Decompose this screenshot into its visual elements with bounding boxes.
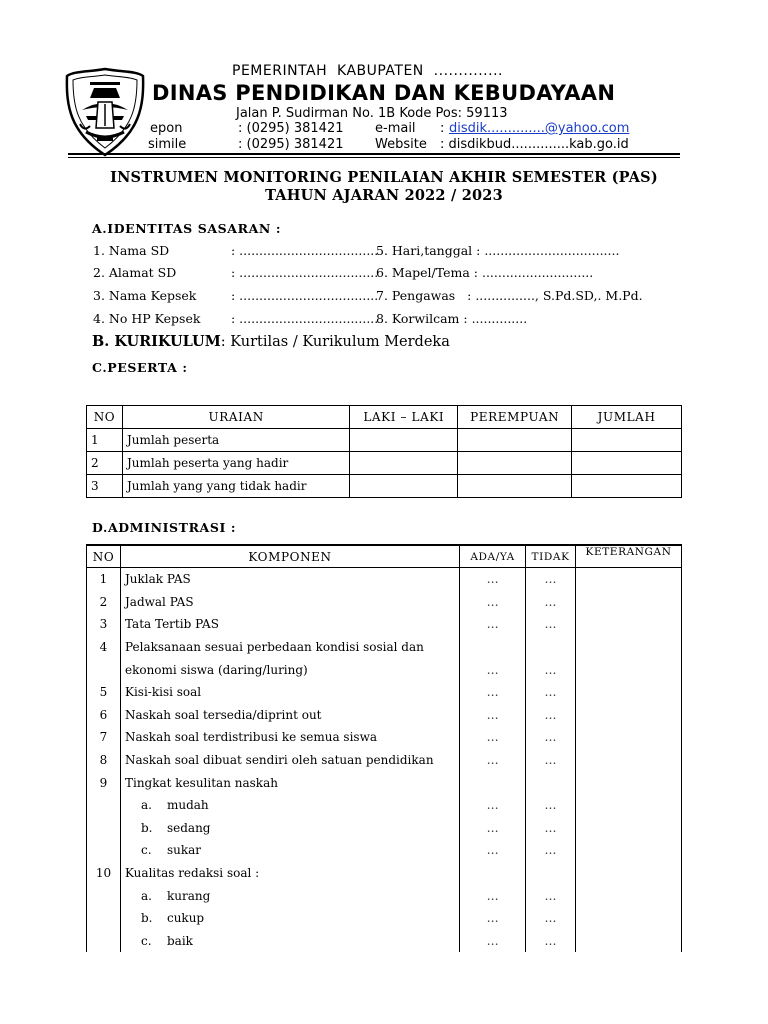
tidak-cell[interactable]: … bbox=[526, 930, 576, 953]
ada-ya-cell[interactable]: … bbox=[460, 817, 526, 840]
component-label: kurang bbox=[166, 888, 211, 903]
keterangan-cell[interactable] bbox=[576, 862, 682, 885]
row-number bbox=[87, 907, 121, 930]
ada-ya-cell[interactable]: … bbox=[460, 591, 526, 614]
column-header: NO bbox=[87, 545, 121, 568]
component-cell bbox=[120, 884, 459, 907]
ada-ya-cell[interactable]: … bbox=[460, 884, 526, 907]
table-row bbox=[87, 817, 682, 840]
keterangan-cell[interactable] bbox=[576, 704, 682, 727]
column-header: KOMPONEN bbox=[120, 545, 459, 568]
identitas-blank: : ................................... bbox=[231, 243, 379, 258]
sub-item-marker: a. bbox=[140, 798, 152, 813]
table-header-row bbox=[87, 406, 682, 429]
perempuan-cell[interactable] bbox=[458, 452, 572, 475]
tidak-cell[interactable]: … bbox=[526, 704, 576, 727]
tidak-cell[interactable]: … bbox=[526, 839, 576, 862]
jumlah-cell[interactable] bbox=[572, 475, 682, 498]
ada-ya-cell[interactable]: … bbox=[460, 726, 526, 749]
academic-year-title: TAHUN AJARAN 2022 / 2023 bbox=[265, 187, 503, 204]
tidak-cell[interactable]: … bbox=[526, 794, 576, 817]
tidak-cell[interactable]: … bbox=[526, 613, 576, 636]
identitas-label: 4. No HP Kepsek bbox=[93, 311, 201, 326]
table-row bbox=[87, 704, 682, 727]
table-row bbox=[87, 636, 682, 659]
tidak-cell[interactable]: … bbox=[526, 591, 576, 614]
tidak-cell[interactable]: … bbox=[526, 658, 576, 681]
keterangan-cell[interactable] bbox=[576, 613, 682, 636]
ada-ya-cell[interactable]: … bbox=[460, 613, 526, 636]
component-cell: ekonomi siswa (daring/luring) bbox=[120, 658, 459, 681]
row-description: Jumlah yang yang tidak hadir bbox=[122, 475, 349, 498]
row-number: 1 bbox=[87, 568, 121, 591]
keterangan-cell[interactable] bbox=[576, 794, 682, 817]
tidak-cell[interactable] bbox=[526, 636, 576, 659]
ada-ya-cell[interactable]: … bbox=[460, 658, 526, 681]
table-row bbox=[87, 794, 682, 817]
laki-laki-cell[interactable] bbox=[350, 429, 458, 452]
row-number: 8 bbox=[87, 749, 121, 772]
row-number: 6 bbox=[87, 704, 121, 727]
sub-item-marker: b. bbox=[140, 911, 153, 926]
component-cell: Tingkat kesulitan naskah bbox=[120, 771, 459, 794]
table-row bbox=[87, 839, 682, 862]
perempuan-cell[interactable] bbox=[458, 475, 572, 498]
keterangan-cell[interactable] bbox=[576, 839, 682, 862]
tidak-cell[interactable]: … bbox=[526, 907, 576, 930]
keterangan-cell[interactable] bbox=[576, 884, 682, 907]
ada-ya-cell[interactable] bbox=[460, 862, 526, 885]
ada-ya-cell[interactable]: … bbox=[460, 568, 526, 591]
jumlah-cell[interactable] bbox=[572, 452, 682, 475]
ada-ya-cell[interactable] bbox=[460, 771, 526, 794]
peserta-table bbox=[86, 405, 682, 498]
row-number: 2 bbox=[87, 591, 121, 614]
tidak-cell[interactable] bbox=[526, 771, 576, 794]
kurikulum-line bbox=[92, 333, 450, 350]
identitas-blank: : ................................... bbox=[231, 311, 379, 326]
table-header-row bbox=[87, 545, 682, 568]
component-label: baik bbox=[166, 933, 193, 948]
table-row bbox=[87, 749, 682, 772]
row-number: 10 bbox=[87, 862, 121, 885]
table-row bbox=[87, 884, 682, 907]
row-number: 4 bbox=[87, 636, 121, 659]
component-label: sedang bbox=[166, 820, 211, 835]
kurikulum-value: : Kurtilas / Kurikulum Merdeka bbox=[220, 334, 450, 350]
component-cell bbox=[120, 907, 459, 930]
component-cell: Juklak PAS bbox=[120, 568, 459, 591]
row-number: 7 bbox=[87, 726, 121, 749]
column-header: KETERANGAN bbox=[576, 545, 682, 568]
header-divider-thick bbox=[68, 153, 680, 155]
tidak-cell[interactable]: … bbox=[526, 681, 576, 704]
identitas-field: 5. Hari,tanggal : .................................. bbox=[376, 243, 620, 258]
table-row bbox=[87, 681, 682, 704]
row-number: 5 bbox=[87, 681, 121, 704]
component-cell bbox=[120, 794, 459, 817]
header-divider-thin bbox=[68, 157, 680, 158]
identitas-field: 6. Mapel/Tema : ............................ bbox=[376, 265, 594, 280]
row-number bbox=[87, 930, 121, 953]
sub-item-marker: c. bbox=[140, 933, 152, 948]
website-label: Website bbox=[375, 137, 427, 152]
column-header: NO bbox=[87, 406, 123, 429]
kurikulum-label: B. KURIKULUM bbox=[92, 333, 221, 350]
row-number: 2 bbox=[87, 452, 123, 475]
tidak-cell[interactable]: … bbox=[526, 726, 576, 749]
row-description: Jumlah peserta bbox=[122, 429, 349, 452]
component-cell: Jadwal PAS bbox=[120, 591, 459, 614]
component-cell: Naskah soal dibuat sendiri oleh satuan pendidikan bbox=[120, 749, 459, 772]
row-number bbox=[87, 794, 121, 817]
ada-ya-cell[interactable]: … bbox=[460, 930, 526, 953]
identitas-blank: : ................................... bbox=[231, 288, 379, 303]
table-row bbox=[87, 613, 682, 636]
fax-label: simile bbox=[148, 137, 187, 152]
column-header: LAKI – LAKI bbox=[350, 406, 458, 429]
tidak-cell[interactable] bbox=[526, 862, 576, 885]
email-label: e-mail bbox=[375, 121, 416, 136]
component-cell: Tata Tertib PAS bbox=[120, 613, 459, 636]
row-number: 1 bbox=[87, 429, 123, 452]
tidak-cell[interactable]: … bbox=[526, 884, 576, 907]
keterangan-cell[interactable] bbox=[576, 568, 682, 591]
row-number bbox=[87, 839, 121, 862]
government-line: PEMERINTAH KABUPATEN .............. bbox=[232, 63, 503, 79]
component-label: cukup bbox=[166, 911, 205, 926]
administrasi-heading: D.ADMINISTRASI : bbox=[92, 520, 237, 535]
component-cell: Kualitas redaksi soal : bbox=[120, 862, 459, 885]
identitas-label: 3. Nama Kepsek bbox=[93, 288, 197, 303]
table-row bbox=[87, 726, 682, 749]
component-label: sukar bbox=[166, 843, 202, 858]
administrasi-table bbox=[86, 544, 682, 952]
sub-item-marker: c. bbox=[140, 843, 152, 858]
laki-laki-cell[interactable] bbox=[350, 452, 458, 475]
keterangan-cell[interactable] bbox=[576, 658, 682, 681]
table-row bbox=[87, 907, 682, 930]
ada-ya-cell[interactable]: … bbox=[460, 794, 526, 817]
table-row bbox=[87, 658, 682, 681]
ada-ya-cell[interactable]: … bbox=[460, 907, 526, 930]
tidak-cell[interactable]: … bbox=[526, 817, 576, 840]
keterangan-cell[interactable] bbox=[576, 749, 682, 772]
perempuan-cell[interactable] bbox=[458, 429, 572, 452]
column-header: ADA/YA bbox=[460, 545, 526, 568]
row-description: Jumlah peserta yang hadir bbox=[122, 452, 349, 475]
row-number: 3 bbox=[87, 613, 121, 636]
peserta-heading: C.PESERTA : bbox=[92, 360, 188, 375]
row-number: 3 bbox=[87, 475, 123, 498]
identitas-blank: : ................................... bbox=[231, 265, 379, 280]
table-row bbox=[87, 429, 682, 452]
component-cell bbox=[120, 930, 459, 953]
row-number: 9 bbox=[87, 771, 121, 794]
phone-value: : (0295) 381421 bbox=[238, 121, 344, 136]
ada-ya-cell[interactable] bbox=[460, 636, 526, 659]
column-header: URAIAN bbox=[122, 406, 349, 429]
address-line: Jalan P. Sudirman No. 1B Kode Pos: 59113 bbox=[236, 106, 508, 121]
column-header: JUMLAH bbox=[572, 406, 682, 429]
row-number bbox=[87, 658, 121, 681]
email-separator: : bbox=[440, 121, 445, 136]
table-row bbox=[87, 862, 682, 885]
keterangan-cell[interactable] bbox=[576, 681, 682, 704]
ada-ya-cell[interactable]: … bbox=[460, 839, 526, 862]
component-cell: Naskah soal terdistribusi ke semua siswa bbox=[120, 726, 459, 749]
component-cell: Naskah soal tersedia/diprint out bbox=[120, 704, 459, 727]
ada-ya-cell[interactable]: … bbox=[460, 749, 526, 772]
keterangan-cell[interactable] bbox=[576, 771, 682, 794]
keterangan-cell[interactable] bbox=[576, 591, 682, 614]
jumlah-cell[interactable] bbox=[572, 429, 682, 452]
table-row bbox=[87, 591, 682, 614]
sub-item-marker: b. bbox=[140, 820, 153, 835]
phone-label: epon bbox=[150, 121, 183, 136]
component-cell: Kisi-kisi soal bbox=[120, 681, 459, 704]
keterangan-cell[interactable] bbox=[576, 817, 682, 840]
identitas-label: 1. Nama SD bbox=[93, 243, 170, 258]
component-cell bbox=[120, 839, 459, 862]
fax-value: : (0295) 381421 bbox=[238, 137, 344, 152]
document-title: INSTRUMEN MONITORING PENILAIAN AKHIR SEMESTER (PAS) bbox=[110, 169, 658, 186]
sub-item-marker: a. bbox=[140, 888, 152, 903]
column-header: TIDAK bbox=[526, 545, 576, 568]
column-header: PEREMPUAN bbox=[458, 406, 572, 429]
keterangan-cell[interactable] bbox=[576, 726, 682, 749]
row-number bbox=[87, 817, 121, 840]
identitas-label: 2. Alamat SD bbox=[93, 265, 177, 280]
keterangan-cell[interactable] bbox=[576, 930, 682, 953]
component-cell: Pelaksanaan sesuai perbedaan kondisi sosial dan bbox=[120, 636, 459, 659]
identitas-heading: A.IDENTITAS SASARAN : bbox=[92, 221, 282, 236]
component-cell bbox=[120, 817, 459, 840]
department-title: DINAS PENDIDIKAN DAN KEBUDAYAAN bbox=[152, 81, 616, 105]
keterangan-cell[interactable] bbox=[576, 636, 682, 659]
ada-ya-cell[interactable]: … bbox=[460, 681, 526, 704]
row-number bbox=[87, 884, 121, 907]
identitas-field: 7. Pengawas : ..............., S.Pd.SD,. M.Pd. bbox=[376, 288, 643, 303]
table-row bbox=[87, 930, 682, 953]
component-label: mudah bbox=[166, 798, 209, 813]
table-row bbox=[87, 771, 682, 794]
identitas-field: 8. Korwilcam : .............. bbox=[376, 311, 528, 326]
regency-emblem-logo bbox=[64, 66, 146, 158]
laki-laki-cell[interactable] bbox=[350, 475, 458, 498]
tidak-cell[interactable]: … bbox=[526, 749, 576, 772]
email-link[interactable]: disdik..............@yahoo.com bbox=[449, 121, 630, 136]
ada-ya-cell[interactable]: … bbox=[460, 704, 526, 727]
website-value: : disdikbud..............kab.go.id bbox=[440, 137, 629, 152]
keterangan-cell[interactable] bbox=[576, 907, 682, 930]
table-row bbox=[87, 475, 682, 498]
table-row bbox=[87, 568, 682, 591]
table-row bbox=[87, 452, 682, 475]
tidak-cell[interactable]: … bbox=[526, 568, 576, 591]
